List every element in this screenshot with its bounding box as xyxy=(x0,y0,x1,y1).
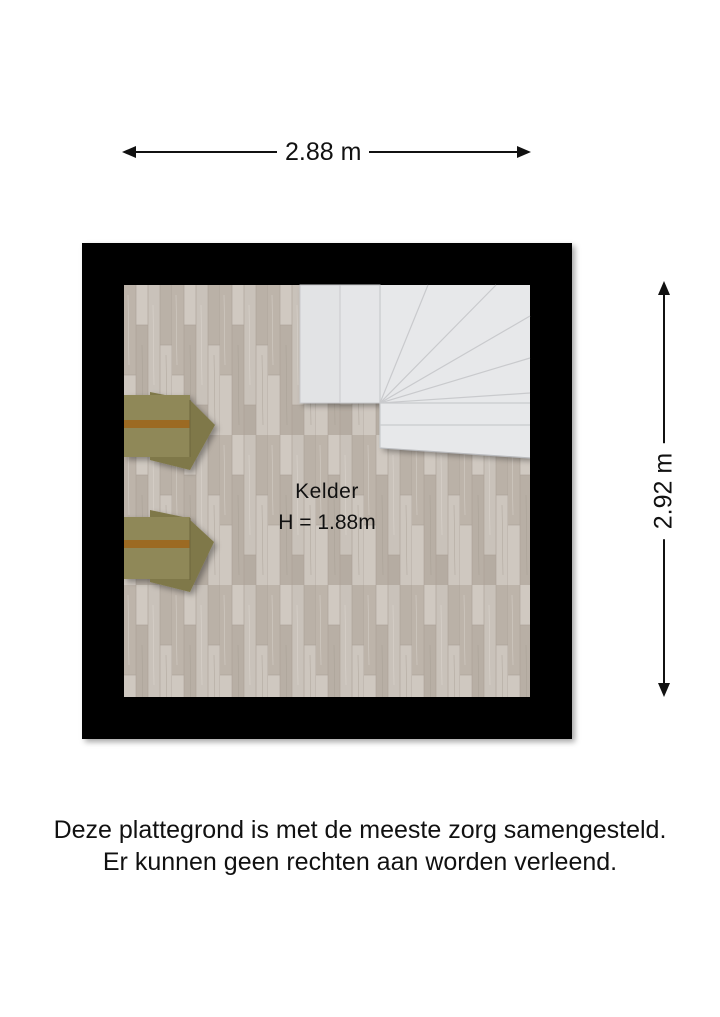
room-name-label: Kelder xyxy=(295,480,359,503)
disclaimer-line-1: Deze plattegrond is met de meeste zorg samengesteld. xyxy=(53,816,667,844)
width-dimension-label: 2.88 m xyxy=(277,140,369,165)
room-height-label: H = 1.88m xyxy=(278,511,376,534)
disclaimer-line-2: Er kunnen geen rechten aan worden verleend. xyxy=(102,848,618,876)
height-dimension-label: 2.92 m xyxy=(652,443,677,539)
